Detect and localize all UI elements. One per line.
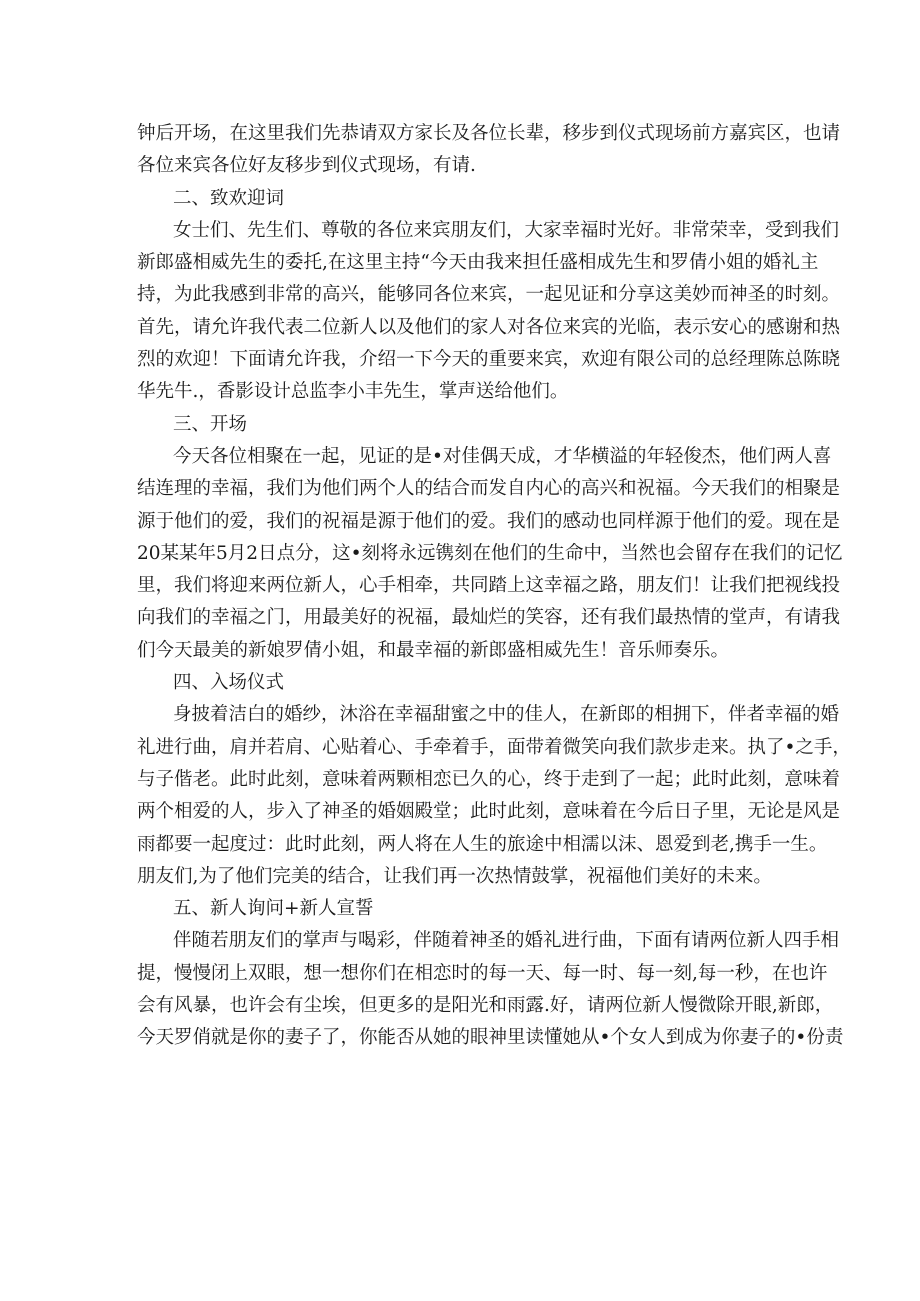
paragraph — [137, 699, 851, 893]
paragraph-line: 今天各位相聚在一起，见证的是•对佳偶天成，才华横溢的年轻俊杰，他们两人喜 — [173, 445, 832, 467]
paragraph-line: 20某某年5月2日点分，这•刻将永远镌刻在他们的生命中，当然也会留存在我们的记忆 — [137, 542, 843, 564]
paragraph-line: 女士们、先生们、尊敬的各位来宾朋友们，大家幸福时光好。非常荣幸，受到我们 — [173, 219, 840, 241]
paragraph — [137, 215, 841, 409]
paragraph-line: 提，慢慢闭上双眼，想一想你们在相恋时的每一天、每一时、每一刻,每一秒，在也许 — [137, 962, 828, 984]
section-heading: 二、致欢迎词 — [173, 187, 285, 209]
paragraph-line: 结连理的幸福，我们为他们两个人的结合而发自内心的高兴和祝福。今天我们的相聚是 — [137, 478, 841, 500]
paragraph-line: 华先牛.，香影设计总监李小丰先生，掌声送给他们。 — [137, 381, 569, 403]
paragraph-line: 们今天最美的新娘罗倩小姐，和最幸福的新郎盛相威先生！音乐师奏乐。 — [137, 639, 730, 661]
paragraph — [137, 441, 843, 667]
paragraph-line: 礼进行曲，肩并若肩、心贴着心、手牵着手，面带着微笑向我们款步走来。执了•之手， — [137, 736, 851, 758]
paragraph-line: 里，我们将迎来两位新人，心手相牵，共同踏上这幸福之路，朋友们！让我们把视线投 — [137, 575, 841, 597]
paragraph-line: 两个相爱的人，步入了神圣的婚姻殿堂；此时此刻，意味着在今后日子里，无论是风是 — [137, 801, 841, 823]
paragraph-line: 向我们的幸福之门，用最美好的祝福，最灿烂的笑容，还有我们最热情的堂声，有请我 — [137, 607, 841, 629]
paragraph-line: 伴随若朋友们的掌声与喝彩，伴随着神圣的婚礼进行曲，下面有请两位新人四手相 — [173, 930, 840, 952]
paragraph-line: 持，为此我感到非常的高兴，能够同各位来宾，一起见证和分享这美妙而神圣的时刻。 — [137, 284, 841, 306]
paragraph-line: 新郎盛相威先生的委托,在这里主持“今天由我来担任盛相成先生和罗倩小姐的婚礼主 — [137, 252, 819, 274]
paragraph — [137, 118, 841, 183]
paragraph-line: 源于他们的爱，我们的祝福是源于他们的爱。我们的感动也同样源于他们的爱。现在是 — [137, 510, 841, 532]
document-body — [137, 118, 851, 1055]
paragraph-line: 身披着洁白的婚纱，沐浴在幸福甜蜜之中的佳人，在新郎的相拥下，伴者幸福的婚 — [173, 704, 840, 726]
section-heading: 四、入场仪式 — [173, 672, 285, 694]
paragraph-line: 雨都要一起度过：此时此刻，两人将在人生的旅途中相濡以沫、恩爱到老,携手一生。 — [137, 833, 828, 855]
paragraph-line: 各位来宾各位好友移步到仪式现场，有请. — [137, 155, 476, 177]
paragraph-line: 今天罗俏就是你的妻子了，你能否从她的眼神里读懂她从•个女人到成为你妻子的•份责 — [137, 1027, 844, 1049]
paragraph-line: 与子偕老。此时此刻，意味着两颗相恋已久的心，终于走到了一起；此时此刻，意味着 — [137, 768, 841, 790]
paragraph-line: 首先，请允许我代表二位新人以及他们的家人对各位来宾的光临，表示安心的感谢和热 — [137, 316, 841, 338]
section-heading: 五、新人询问+新人宣誓 — [173, 898, 374, 920]
paragraph-line: 烈的欢迎！下面请允许我，介绍一下今天的重要来宾，欢迎有限公司的总经理陈总陈晓 — [137, 349, 841, 371]
paragraph-line: 朋友们,为了他们完美的结合，让我们再一次热情鼓掌，祝福他们美好的未来。 — [137, 865, 772, 887]
paragraph-line: 会有风暴，也许会有尘埃，但更多的是阳光和雨露.好，请两位新人慢微除开眼,新郎， — [137, 995, 834, 1017]
paragraph — [137, 925, 844, 1054]
section-heading: 三、开场 — [173, 413, 248, 435]
paragraph-line: 钟后开场，在这里我们先恭请双方家长及各位长辈，移步到仪式现场前方嘉宾区，也请 — [137, 123, 841, 144]
